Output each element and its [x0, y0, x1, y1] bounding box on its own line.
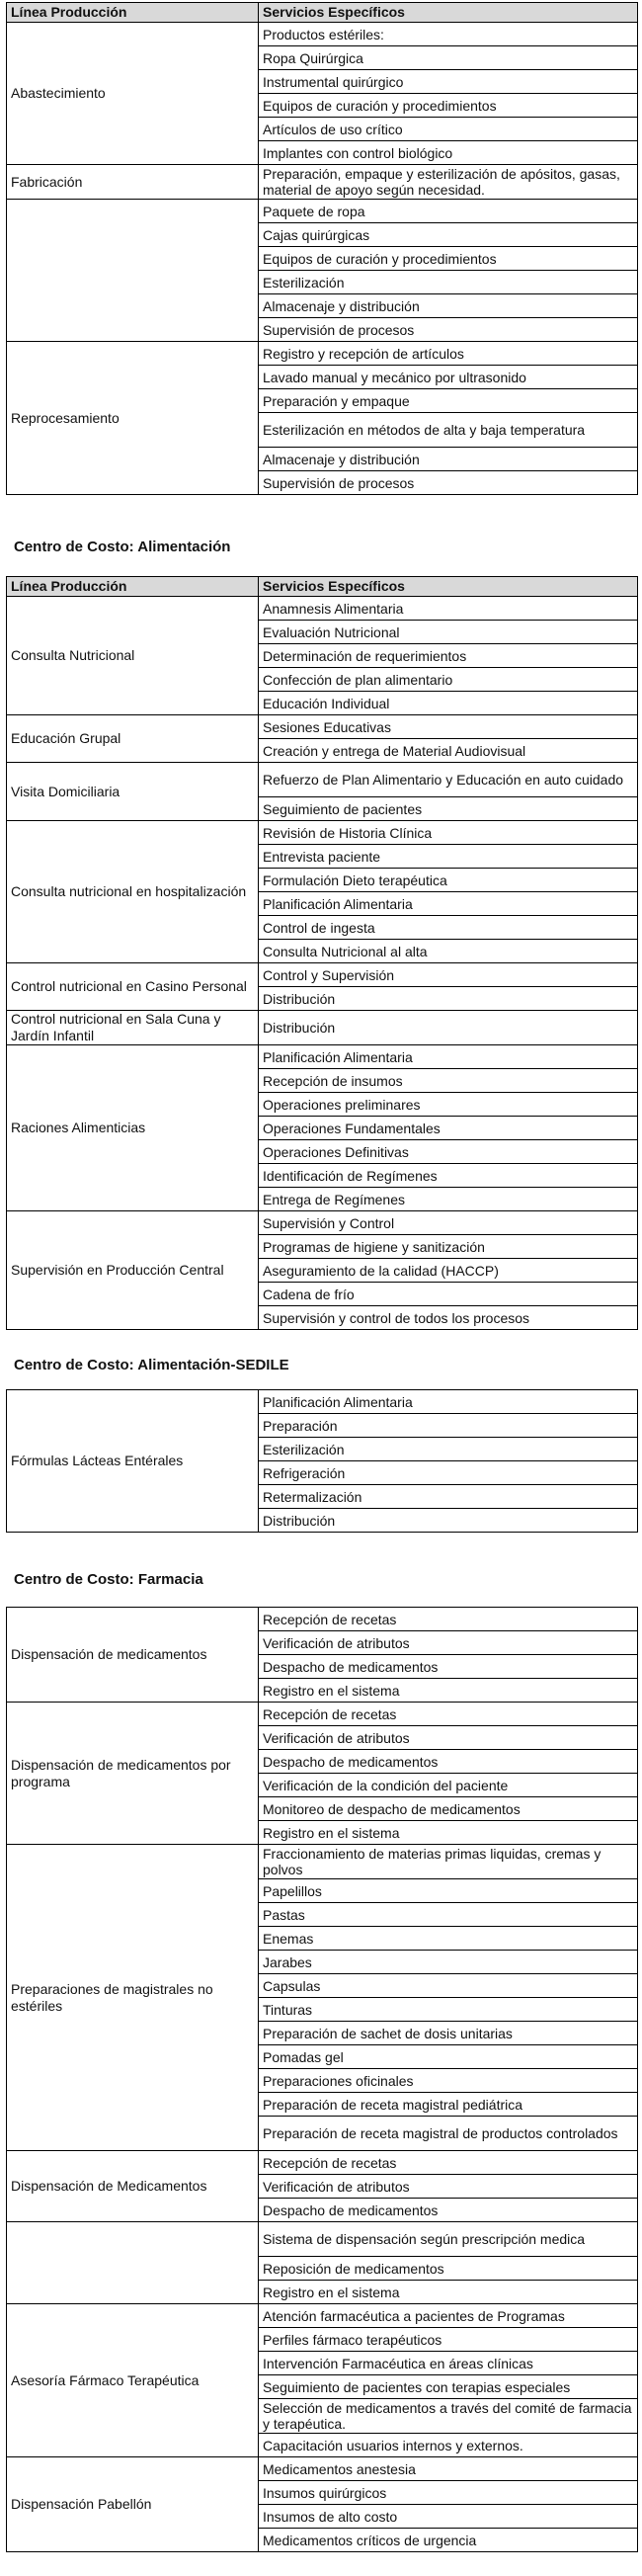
servicio-especifico-cell: Distribución [259, 1011, 638, 1045]
servicio-especifico-cell: Registro en el sistema [259, 2281, 638, 2304]
linea-produccion-cell: Visita Domiciliaria [7, 763, 259, 821]
servicio-especifico-cell: Refrigeración [259, 1461, 638, 1485]
servicio-especifico-cell: Formulación Dieto terapéutica [259, 869, 638, 892]
servicio-especifico-cell: Confección de plan alimentario [259, 668, 638, 692]
table-row [7, 2222, 638, 2257]
servicio-especifico-cell: Consulta Nutricional al alta [259, 940, 638, 963]
linea-produccion-cell: Reprocesamiento [7, 342, 259, 495]
table-row [7, 763, 638, 797]
servicio-especifico-cell: Despacho de medicamentos [259, 1655, 638, 1679]
servicio-especifico-cell: Equipos de curación y procedimientos [259, 247, 638, 271]
linea-produccion-cell: Control nutricional en Sala Cuna y Jardín Infantil [7, 1011, 259, 1045]
servicio-especifico-cell: Creación y entrega de Material Audiovisual [259, 739, 638, 763]
table-row [7, 2151, 638, 2175]
servicio-especifico-cell: Monitoreo de despacho de medicamentos [259, 1797, 638, 1821]
servicio-especifico-cell: Entrevista paciente [259, 845, 638, 869]
servicio-especifico-cell: Esterilización [259, 1438, 638, 1461]
servicio-especifico-cell: Despacho de medicamentos [259, 2199, 638, 2222]
table-row [7, 1703, 638, 1726]
servicio-especifico-cell: Operaciones Definitivas [259, 1140, 638, 1164]
section-title-alimentacion: Centro de Costo: Alimentación [14, 539, 231, 555]
servicio-especifico-cell: Despacho de medicamentos [259, 1750, 638, 1774]
servicio-especifico-cell: Productos estériles: [259, 23, 638, 46]
table-row [7, 963, 638, 987]
servicio-especifico-cell: Identificación de Regímenes [259, 1164, 638, 1188]
table-row [7, 1390, 638, 1414]
servicio-especifico-cell: Pomadas gel [259, 2045, 638, 2069]
table-row [7, 1011, 638, 1045]
servicio-especifico-cell: Esterilización [259, 271, 638, 294]
linea-produccion-cell: Consulta nutricional en hospitalización [7, 821, 259, 963]
servicio-especifico-cell: Preparación de receta magistral de productos controlados [259, 2117, 638, 2151]
servicio-especifico-cell: Almacenaje y distribución [259, 294, 638, 318]
servicio-especifico-cell: Determinación de requerimientos [259, 644, 638, 668]
servicio-especifico-cell: Planificación Alimentaria [259, 1390, 638, 1414]
table-row [7, 821, 638, 845]
table-esterilizacion [6, 2, 638, 495]
linea-produccion-cell: Raciones Alimenticias [7, 1045, 259, 1211]
servicio-especifico-cell: Artículos de uso crítico [259, 118, 638, 141]
servicio-especifico-cell: Perfiles fármaco terapéuticos [259, 2328, 638, 2352]
servicio-especifico-cell: Registro en el sistema [259, 1821, 638, 1845]
header-linea-produccion: Línea Producción [7, 577, 259, 597]
servicio-especifico-cell: Preparación [259, 1414, 638, 1438]
linea-produccion-cell: Dispensación de medicamentos [7, 1608, 259, 1703]
servicio-especifico-cell: Recepción de recetas [259, 1703, 638, 1726]
servicio-especifico-cell: Papelillos [259, 1879, 638, 1903]
linea-produccion-cell: Fabricación [7, 165, 259, 200]
table-row [7, 1045, 638, 1069]
servicio-especifico-cell: Aseguramiento de la calidad (HACCP) [259, 1259, 638, 1283]
servicio-especifico-cell: Medicamentos anestesia [259, 2457, 638, 2481]
servicio-especifico-cell: Distribución [259, 1509, 638, 1533]
servicio-especifico-cell: Operaciones preliminares [259, 1093, 638, 1117]
linea-produccion-cell: Asesoría Fármaco Terapéutica [7, 2304, 259, 2457]
servicio-especifico-cell: Preparación de sachet de dosis unitarias [259, 2022, 638, 2045]
servicio-especifico-cell: Equipos de curación y procedimientos [259, 94, 638, 118]
servicio-especifico-cell: Supervisión de procesos [259, 471, 638, 495]
table-row [7, 2457, 638, 2481]
servicio-especifico-cell: Ropa Quirúrgica [259, 46, 638, 70]
servicio-especifico-cell: Entrega de Regímenes [259, 1188, 638, 1211]
servicio-especifico-cell: Educación Individual [259, 692, 638, 715]
servicio-especifico-cell: Distribución [259, 987, 638, 1011]
header-linea-produccion: Línea Producción [7, 3, 259, 23]
servicio-especifico-cell: Capacitación usuarios internos y externos. [259, 2434, 638, 2457]
table-row [7, 1608, 638, 1631]
servicio-especifico-cell: Seguimiento de pacientes con terapias especiales [259, 2375, 638, 2399]
servicio-especifico-cell: Verificación de atributos [259, 2175, 638, 2199]
servicio-especifico-cell: Anamnesis Alimentaria [259, 597, 638, 621]
linea-produccion-cell: Supervisión en Producción Central [7, 1211, 259, 1330]
servicio-especifico-cell: Preparaciones oficinales [259, 2069, 638, 2093]
servicio-especifico-cell: Recepción de recetas [259, 2151, 638, 2175]
linea-produccion-cell: Preparaciones de magistrales no estériles [7, 1845, 259, 2151]
servicio-especifico-cell: Selección de medicamentos a través del comité de farmacia y terapéutica. [259, 2399, 638, 2434]
servicio-especifico-cell: Instrumental quirúrgico [259, 70, 638, 94]
table-row [7, 715, 638, 739]
servicio-especifico-cell: Medicamentos críticos de urgencia [259, 2529, 638, 2552]
servicio-especifico-cell: Control y Supervisión [259, 963, 638, 987]
servicio-especifico-cell: Preparación, empaque y esterilización de apósitos, gasas, material de apoyo según necesidad. [259, 165, 638, 200]
servicio-especifico-cell: Insumos quirúrgicos [259, 2481, 638, 2505]
servicio-especifico-cell: Seguimiento de pacientes [259, 797, 638, 821]
linea-produccion-cell [7, 200, 259, 342]
servicio-especifico-cell: Preparación de receta magistral pediátrica [259, 2093, 638, 2117]
table-row [7, 1845, 638, 1879]
servicio-especifico-cell: Planificación Alimentaria [259, 1045, 638, 1069]
table-farmacia [6, 1607, 638, 2552]
linea-produccion-cell: Dispensación de Medicamentos [7, 2151, 259, 2222]
servicio-especifico-cell: Sistema de dispensación según prescripción medica [259, 2222, 638, 2257]
table-row [7, 165, 638, 200]
servicio-especifico-cell: Capsulas [259, 1974, 638, 1998]
table-row [7, 597, 638, 621]
table-row [7, 1211, 638, 1235]
table-row [7, 23, 638, 46]
servicio-especifico-cell: Registro y recepción de artículos [259, 342, 638, 366]
table-alimentacion [6, 576, 638, 1330]
servicio-especifico-cell: Sesiones Educativas [259, 715, 638, 739]
table-row [7, 342, 638, 366]
header-servicios-especificos: Servicios Específicos [259, 577, 638, 597]
linea-produccion-cell: Control nutricional en Casino Personal [7, 963, 259, 1011]
servicio-especifico-cell: Verificación de atributos [259, 1726, 638, 1750]
servicio-especifico-cell: Verificación de atributos [259, 1631, 638, 1655]
linea-produccion-cell: Educación Grupal [7, 715, 259, 763]
servicio-especifico-cell: Preparación y empaque [259, 389, 638, 413]
servicio-especifico-cell: Fraccionamiento de materias primas liquidas, cremas y polvos [259, 1845, 638, 1879]
table-row [7, 2304, 638, 2328]
servicio-especifico-cell: Supervisión de procesos [259, 318, 638, 342]
linea-produccion-cell [7, 2222, 259, 2304]
section-title-sedile: Centro de Costo: Alimentación-SEDILE [14, 1357, 289, 1373]
servicio-especifico-cell: Evaluación Nutricional [259, 621, 638, 644]
servicio-especifico-cell: Intervención Farmacéutica en áreas clínicas [259, 2352, 638, 2375]
servicio-especifico-cell: Operaciones Fundamentales [259, 1117, 638, 1140]
servicio-especifico-cell: Supervisión y control de todos los procesos [259, 1306, 638, 1330]
table-header-row [7, 577, 638, 597]
servicio-especifico-cell: Supervisión y Control [259, 1211, 638, 1235]
servicio-especifico-cell: Tinturas [259, 1998, 638, 2022]
linea-produccion-cell: Abastecimiento [7, 23, 259, 165]
servicio-especifico-cell: Implantes con control biológico [259, 141, 638, 165]
linea-produccion-cell: Consulta Nutricional [7, 597, 259, 715]
servicio-especifico-cell: Almacenaje y distribución [259, 448, 638, 471]
servicio-especifico-cell: Retermalización [259, 1485, 638, 1509]
servicio-especifico-cell: Revisión de Historia Clínica [259, 821, 638, 845]
linea-produccion-cell: Dispensación Pabellón [7, 2457, 259, 2552]
table-sedile [6, 1389, 638, 1533]
servicio-especifico-cell: Verificación de la condición del paciente [259, 1774, 638, 1797]
servicio-especifico-cell: Atención farmacéutica a pacientes de Programas [259, 2304, 638, 2328]
table-header-row [7, 3, 638, 23]
table-row [7, 200, 638, 223]
servicio-especifico-cell: Insumos de alto costo [259, 2505, 638, 2529]
servicio-especifico-cell: Registro en el sistema [259, 1679, 638, 1703]
servicio-especifico-cell: Paquete de ropa [259, 200, 638, 223]
servicio-especifico-cell: Pastas [259, 1903, 638, 1927]
servicio-especifico-cell: Cadena de frío [259, 1283, 638, 1306]
servicio-especifico-cell: Lavado manual y mecánico por ultrasonido [259, 366, 638, 389]
servicio-especifico-cell: Recepción de recetas [259, 1608, 638, 1631]
servicio-especifico-cell: Programas de higiene y sanitización [259, 1235, 638, 1259]
servicio-especifico-cell: Esterilización en métodos de alta y baja temperatura [259, 413, 638, 448]
linea-produccion-cell: Fórmulas Lácteas Entérales [7, 1390, 259, 1533]
section-title-farmacia: Centro de Costo: Farmacia [14, 1571, 203, 1588]
servicio-especifico-cell: Cajas quirúrgicas [259, 223, 638, 247]
servicio-especifico-cell: Control de ingesta [259, 916, 638, 940]
servicio-especifico-cell: Reposición de medicamentos [259, 2257, 638, 2281]
servicio-especifico-cell: Recepción de insumos [259, 1069, 638, 1093]
linea-produccion-cell: Dispensación de medicamentos por programa [7, 1703, 259, 1845]
servicio-especifico-cell: Refuerzo de Plan Alimentario y Educación en auto cuidado [259, 763, 638, 797]
header-servicios-especificos: Servicios Específicos [259, 3, 638, 23]
servicio-especifico-cell: Enemas [259, 1927, 638, 1951]
servicio-especifico-cell: Planificación Alimentaria [259, 892, 638, 916]
servicio-especifico-cell: Jarabes [259, 1951, 638, 1974]
